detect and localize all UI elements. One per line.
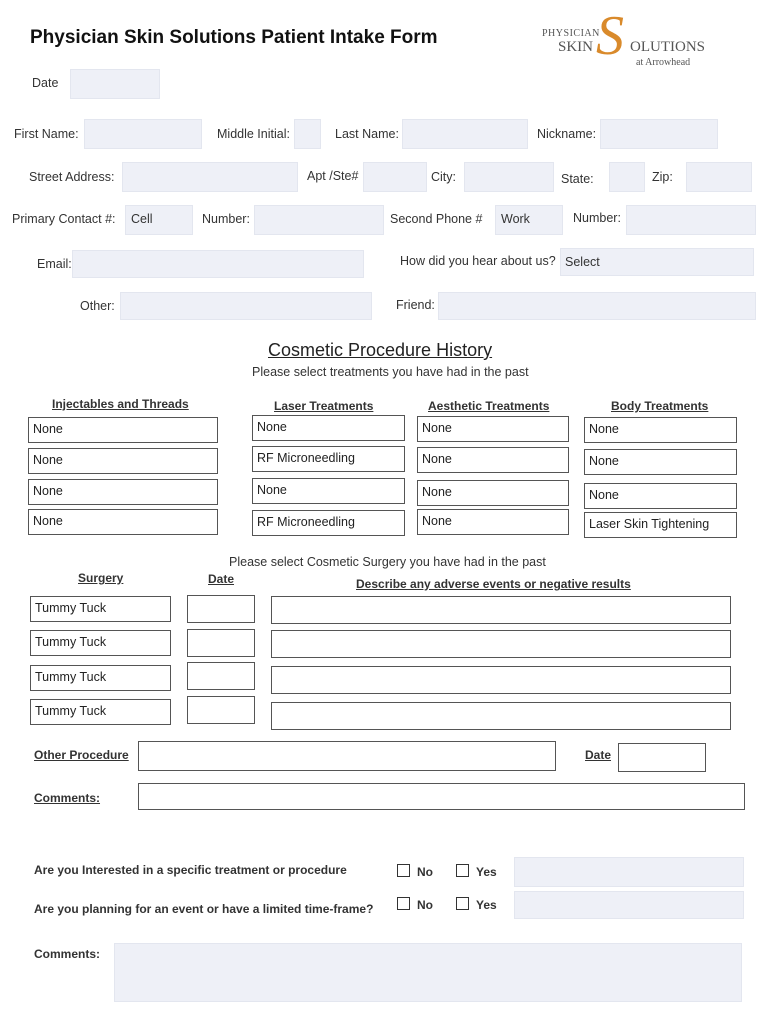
- middle-initial-field[interactable]: [294, 119, 321, 149]
- email-field[interactable]: [72, 250, 364, 278]
- q1-details-field[interactable]: [514, 857, 744, 887]
- aesthetic-select-2[interactable]: None: [417, 447, 569, 473]
- date-label: Date: [32, 76, 59, 90]
- zip-label: Zip:: [652, 170, 673, 184]
- number-label: Number:: [202, 212, 250, 226]
- body-select-2[interactable]: None: [584, 449, 737, 475]
- aesthetic-select-3[interactable]: None: [417, 480, 569, 506]
- q2-no-label: No: [417, 898, 433, 912]
- laser-select-4[interactable]: RF Microneedling: [252, 510, 405, 536]
- adverse-events-field-2[interactable]: [271, 630, 731, 658]
- street-address-label: Street Address:: [29, 170, 115, 184]
- aesthetic-select-1[interactable]: None: [417, 416, 569, 442]
- col-laser: Laser Treatments: [274, 399, 374, 413]
- surgery-date-4[interactable]: [187, 696, 255, 724]
- col-surgery-date: Date: [208, 572, 235, 586]
- email-label: Email:: [37, 257, 72, 271]
- col-body: Body Treatments: [611, 399, 709, 413]
- body-select-3[interactable]: None: [584, 483, 737, 509]
- col-describe: Describe any adverse events or negative results: [356, 577, 631, 591]
- q1-no-checkbox[interactable]: [397, 864, 410, 877]
- date-field[interactable]: [70, 69, 160, 99]
- body-select-1[interactable]: None: [584, 417, 737, 443]
- surgery-instruction: Please select Cosmetic Surgery you have had in the past: [229, 555, 546, 569]
- cosmetic-instruction: Please select treatments you have had in the past: [252, 365, 529, 379]
- surgery-select-4[interactable]: Tummy Tuck: [30, 699, 171, 725]
- hear-about-value: Select: [565, 255, 600, 269]
- logo-skin: SKIN: [558, 39, 594, 55]
- friend-label: Friend:: [396, 298, 435, 312]
- q2-yes-checkbox[interactable]: [456, 897, 469, 910]
- q1-no-label: No: [417, 865, 433, 879]
- apt-label: Apt /Ste#: [307, 169, 359, 183]
- number2-label: Number:: [573, 211, 621, 225]
- body-select-4[interactable]: Laser Skin Tightening: [584, 512, 737, 538]
- surgery-select-2[interactable]: Tummy Tuck: [30, 630, 171, 656]
- surgery-select-1[interactable]: Tummy Tuck: [30, 596, 171, 622]
- other-procedure-date-field[interactable]: [618, 743, 706, 772]
- last-name-field[interactable]: [402, 119, 528, 149]
- q1-yes-label: Yes: [476, 865, 497, 879]
- logo-olutions: OLUTIONS: [630, 39, 705, 55]
- final-comments-label: Comments:: [34, 947, 101, 961]
- question-interested: Are you Interested in a specific treatment or procedure: [34, 863, 347, 877]
- cosmetic-heading: Cosmetic Procedure History: [268, 340, 493, 360]
- laser-select-2[interactable]: RF Microneedling: [252, 446, 405, 472]
- middle-initial-label: Middle Initial:: [217, 127, 290, 141]
- surgery-select-3[interactable]: Tummy Tuck: [30, 665, 171, 691]
- nickname-field[interactable]: [600, 119, 718, 149]
- last-name-label: Last Name:: [335, 127, 399, 141]
- q2-yes-label: Yes: [476, 898, 497, 912]
- city-label: City:: [431, 170, 456, 184]
- other-label: Other:: [80, 299, 115, 313]
- zip-field[interactable]: [686, 162, 752, 192]
- other-procedure-field[interactable]: [138, 741, 556, 771]
- street-address-field[interactable]: [122, 162, 298, 192]
- laser-select-3[interactable]: None: [252, 478, 405, 504]
- adverse-events-field-3[interactable]: [271, 666, 731, 694]
- q2-no-checkbox[interactable]: [397, 897, 410, 910]
- laser-select-1[interactable]: None: [252, 415, 405, 441]
- final-comments-field[interactable]: [114, 943, 742, 1002]
- surgery-comments-label: Comments:: [34, 791, 101, 805]
- surgery-comments-field[interactable]: [138, 783, 745, 810]
- state-field[interactable]: [609, 162, 645, 192]
- apt-field[interactable]: [363, 162, 427, 192]
- injectables-select-4[interactable]: None: [28, 509, 218, 535]
- first-name-field[interactable]: [84, 119, 202, 149]
- first-name-label: First Name:: [14, 127, 79, 141]
- col-surgery: Surgery: [78, 571, 124, 585]
- second-phone-type-value: Work: [501, 212, 530, 226]
- logo-s-swash: S: [596, 5, 624, 67]
- logo-physician: PHYSICIAN: [542, 28, 600, 39]
- nickname-label: Nickname:: [537, 127, 597, 141]
- primary-contact-type-value: Cell: [131, 212, 153, 226]
- primary-number-field[interactable]: [254, 205, 384, 235]
- logo-sub: at Arrowhead: [636, 57, 691, 68]
- surgery-date-3[interactable]: [187, 662, 255, 690]
- col-injectables: Injectables and Threads: [52, 397, 189, 411]
- hear-about-label: How did you hear about us?: [400, 254, 556, 268]
- adverse-events-field-1[interactable]: [271, 596, 731, 624]
- injectables-select-3[interactable]: None: [28, 479, 218, 505]
- second-number-field[interactable]: [626, 205, 756, 235]
- question-event: Are you planning for an event or have a limited time-frame?: [34, 902, 374, 916]
- injectables-select-2[interactable]: None: [28, 448, 218, 474]
- q2-details-field[interactable]: [514, 891, 744, 919]
- aesthetic-select-4[interactable]: None: [417, 509, 569, 535]
- second-phone-label: Second Phone #: [390, 212, 483, 226]
- other-procedure-date-label: Date: [585, 748, 612, 762]
- primary-contact-label: Primary Contact #:: [12, 212, 116, 226]
- form-title: Physician Skin Solutions Patient Intake Form: [30, 27, 438, 48]
- injectables-select-1[interactable]: None: [28, 417, 218, 443]
- col-aesthetic: Aesthetic Treatments: [428, 399, 550, 413]
- q1-yes-checkbox[interactable]: [456, 864, 469, 877]
- surgery-date-2[interactable]: [187, 629, 255, 657]
- adverse-events-field-4[interactable]: [271, 702, 731, 730]
- state-label: State:: [561, 172, 594, 186]
- friend-field[interactable]: [438, 292, 756, 320]
- other-procedure-label: Other Procedure: [34, 748, 129, 762]
- surgery-date-1[interactable]: [187, 595, 255, 623]
- city-field[interactable]: [464, 162, 554, 192]
- logo: [540, 5, 730, 72]
- other-field[interactable]: [120, 292, 372, 320]
